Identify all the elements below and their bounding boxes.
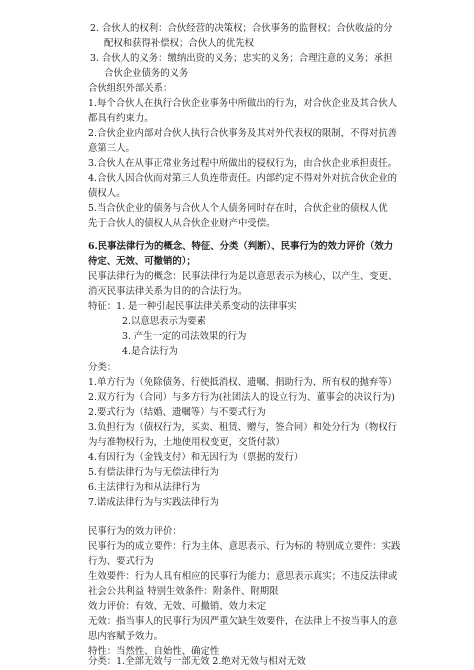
feature-item-3: 3. 产生一定的司法效果的行为 (122, 331, 247, 342)
feature-item-1: 特征：1. 是一种引起民事法律关系变动的法律事实 (88, 301, 297, 312)
concept-line-2: 消灭民事法律关系为目的的合法行为。 (88, 286, 248, 297)
effective-requirements-line-1: 生效要件：行为人具有相应的民事行为能力；意思表示真实；不违反法律或 (88, 571, 398, 582)
partner-duties-line-1: 3. 合伙人的义务：缴纳出资的义务；忠实的义务；合理注意的义务；承担 (90, 53, 393, 64)
classification-item-2b: 2.要式行为（结婚、遗嘱等）与不要式行为 (88, 407, 266, 418)
classification-heading: 分类： (88, 362, 117, 373)
external-relations-heading: 合伙组织外部关系： (88, 83, 173, 94)
feature-item-4: 4.是合法行为 (122, 346, 178, 357)
external-item-4-line-1: 4.合伙人因合伙而对第三人负连带责任。内部约定不得对外对抗合伙企业的 (88, 173, 397, 184)
external-item-1-line-2: 都具有约束力。 (88, 113, 154, 124)
classification-item-5: 5.有偿法律行为与无偿法律行为 (88, 467, 219, 478)
feature-item-2: 2.以意思表示为要素 (122, 316, 206, 327)
void-characteristics: 特性：当然性、自始性、确定性 (88, 646, 220, 657)
partner-duties-line-2: 合伙企业债务的义务 (104, 68, 189, 79)
external-item-5-line-2: 先于合伙人的债权人从合伙企业财产中受偿。 (88, 218, 276, 229)
external-item-3: 3.合伙人在从事正常业务过程中所做出的侵权行为，由合伙企业承担责任。 (88, 158, 397, 169)
classification-item-7: 7.诺成法律行为与实践法律行为 (88, 497, 219, 508)
external-item-2-line-2: 意第三人。 (88, 143, 135, 154)
classification-item-2a: 2.双方行为（合同）与多方行为(社团法人的设立行为、董事会的决议行为) (88, 392, 395, 403)
void-definition-line-1: 无效：指当事人的民事行为因严重欠缺生效要件，在法律上不按当事人的意 (88, 616, 398, 627)
partner-rights-line-2: 配权和获得补偿权；合伙人的优先权 (104, 38, 255, 49)
concept-line-1: 民事法律行为的概念：民事法律行为是以意思表示为核心，以产生、变更、 (88, 271, 398, 282)
external-item-5-line-1: 5.当合伙企业的债务与合伙人个人债务同时存在时，合伙企业的债权人优 (88, 203, 388, 214)
validity-heading: 民事行为的效力评价： (88, 526, 182, 537)
external-item-4-line-2: 债权人。 (88, 188, 126, 199)
effective-requirements-line-2: 社会公共利益 特别生效条件：附条件、附期限 (88, 586, 279, 597)
section-6-heading-line-2: 待定、无效、可撤销的）； (88, 256, 196, 267)
external-item-1-line-1: 1.每个合伙人在执行合伙企业事务中所做出的行为，对合伙企业及其合伙人 (88, 98, 397, 109)
classification-item-4: 4.有因行为（金钱支付）和无因行为（票据的发行） (88, 452, 304, 463)
void-definition-line-2: 思内容赋予效力。 (88, 631, 164, 642)
classification-item-1: 1.单方行为（免除债务、行使抵消权、遗嘱、捐助行为、所有权的抛弃等） (88, 377, 397, 388)
external-item-2-line-1: 2.合伙企业内部对合伙人执行合伙事务及其对外代表权的限制，不得对抗善 (88, 128, 397, 139)
partner-rights-line-1: 2. 合伙人的权利：合伙经营的决策权；合伙事务的监督权；合伙收益的分 (90, 23, 393, 34)
formation-requirements-line-2: 行为、要式行为 (88, 556, 154, 567)
classification-item-6: 6.主法律行为和从法律行为 (88, 482, 201, 493)
formation-requirements-line-1: 民事行为的成立要件：行为主体、意思表示、行为标的 特别成立要件：实践 (88, 541, 401, 552)
classification-item-3-line-1: 3.负担行为（债权行为，买卖、租赁、赠与，签合同）和处分行为（物权行 (88, 422, 397, 433)
section-6-heading-line-1: 6.民事法律行为的概念、特征、分类（判断）、民事行为的效力评价（效力 (88, 241, 394, 252)
classification-item-3-line-2: 为与准物权行为，土地使用权变更，交货付款） (88, 437, 285, 448)
validity-evaluation: 效力评价：有效、无效、可撤销、效力未定 (88, 601, 267, 612)
void-classification: 分类：1.全部无效与一部无效 2.绝对无效与相对无效 (88, 656, 306, 667)
